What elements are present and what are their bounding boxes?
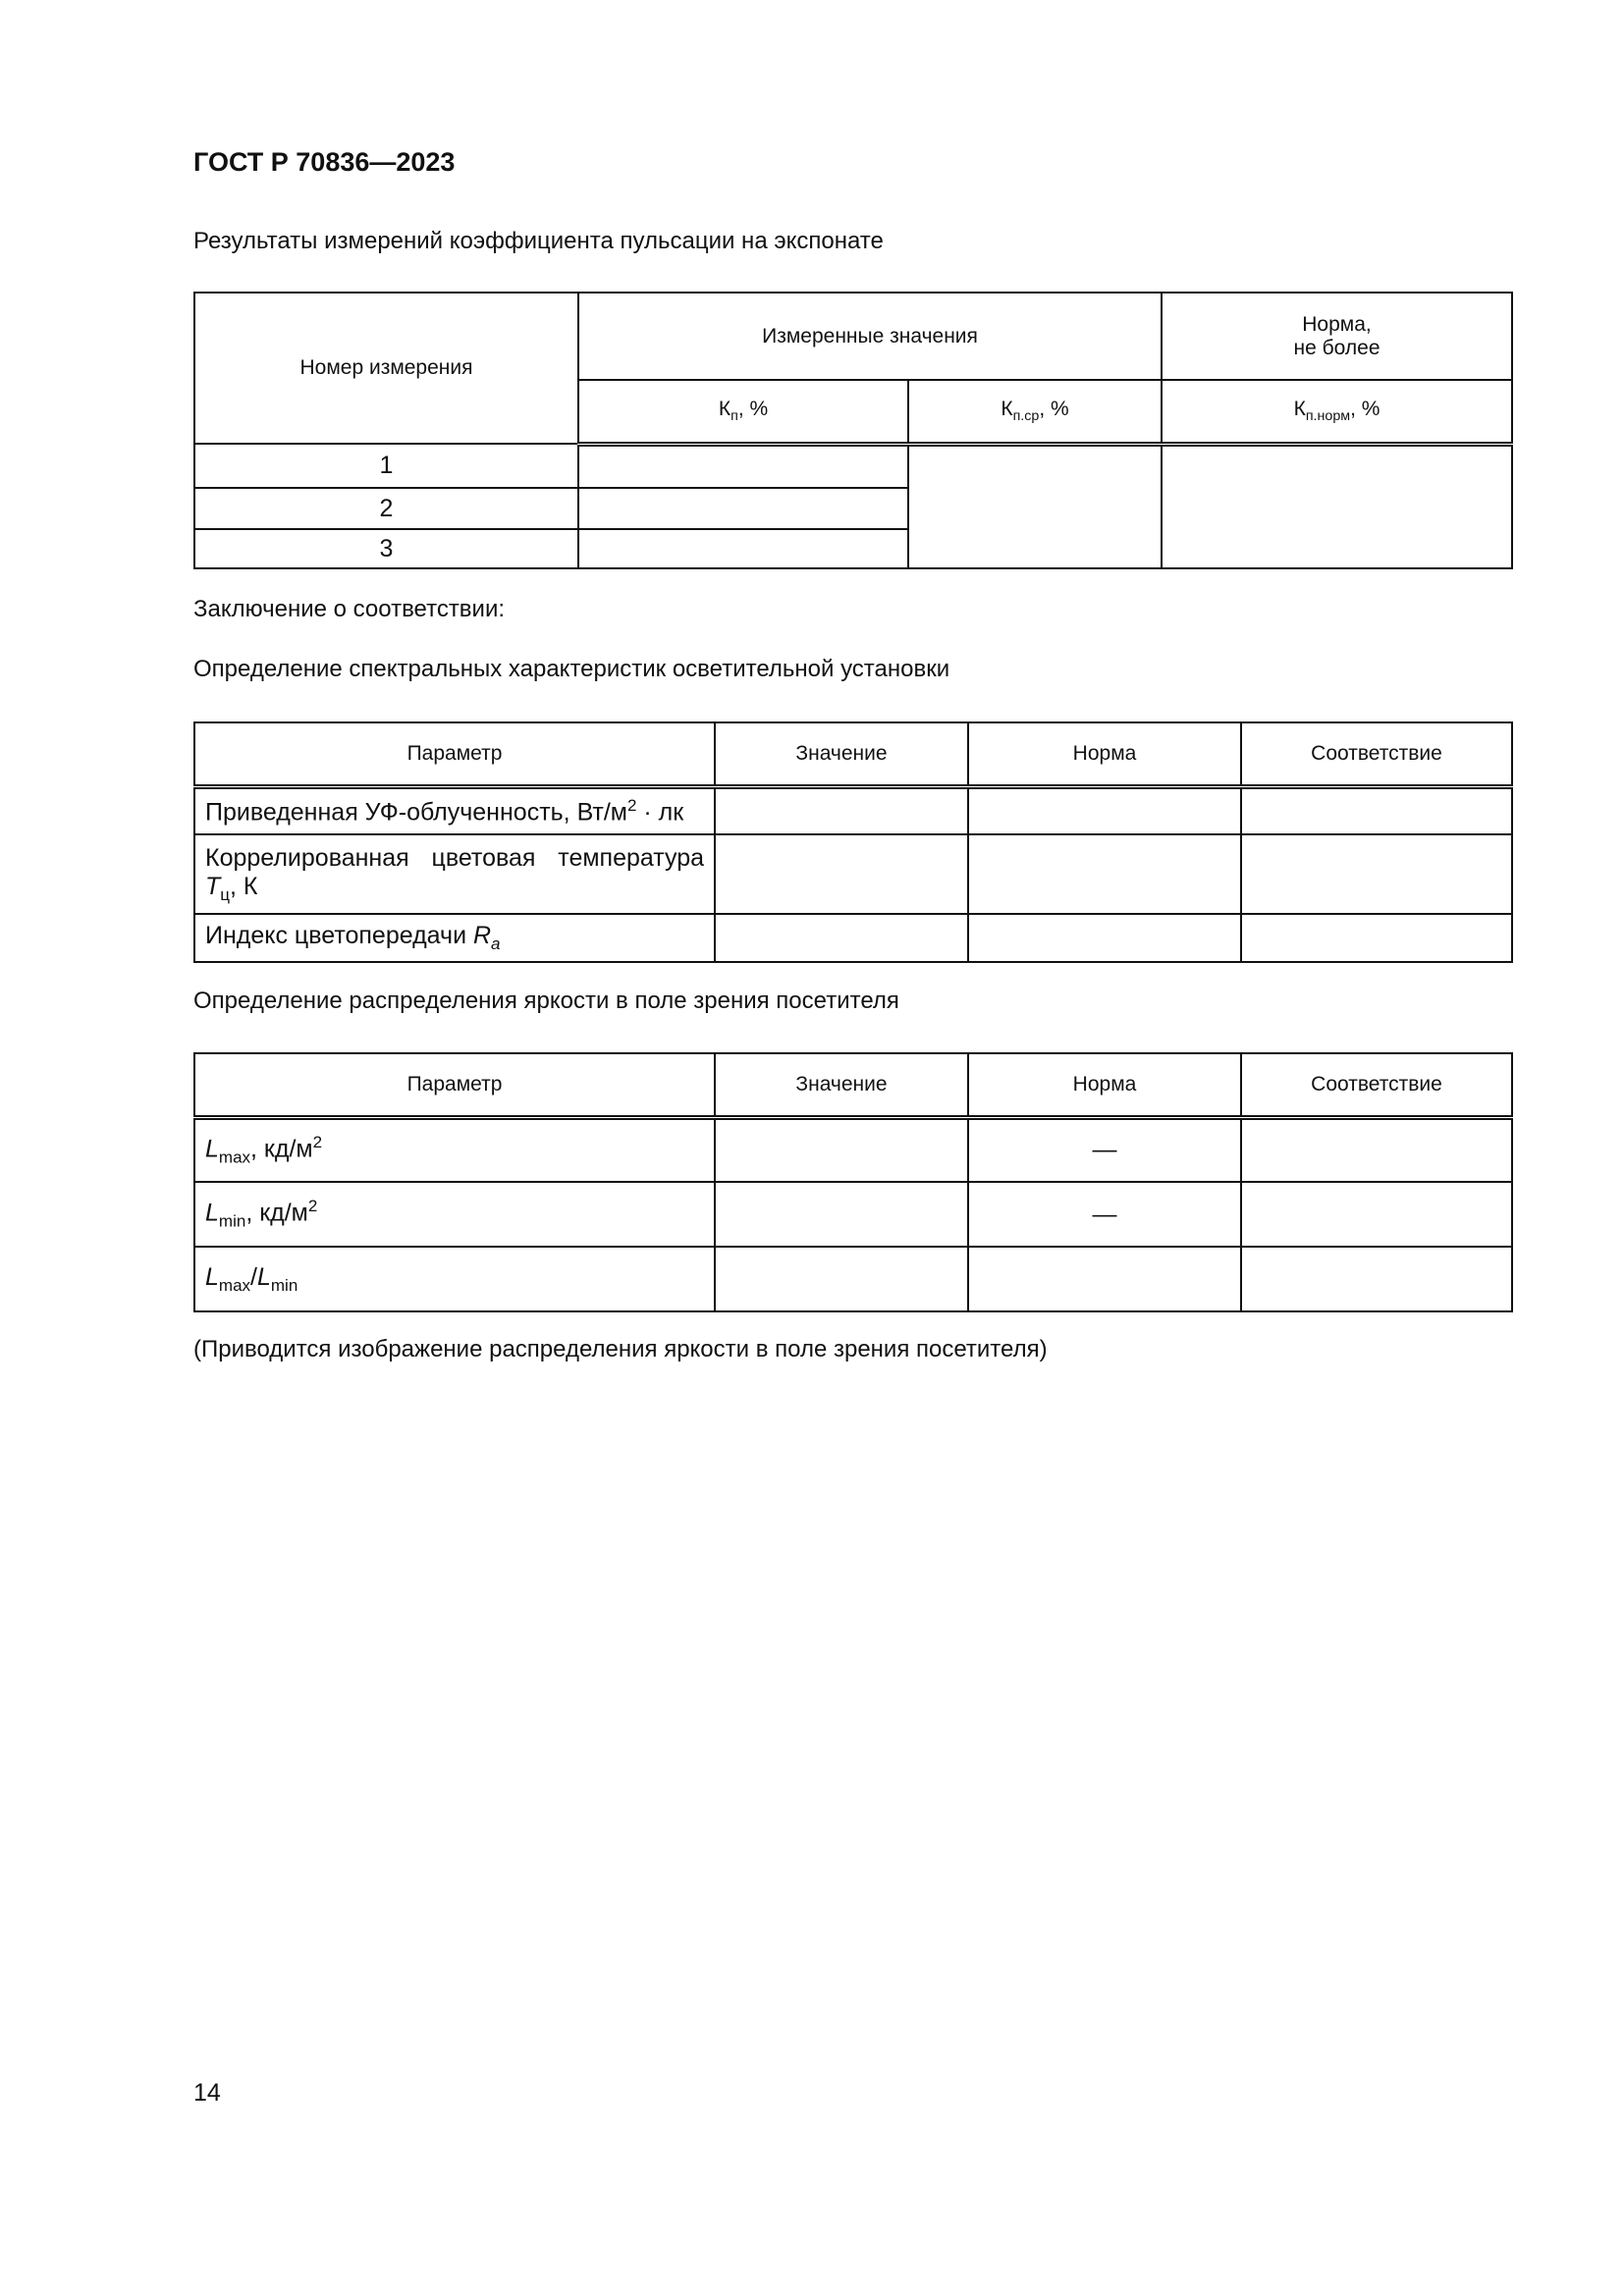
col-measurement-number: Номер измерения — [194, 293, 578, 444]
page-number: 14 — [193, 2079, 221, 2107]
luminance-table-caption: Определение распределения яркости в поле зрения посетителя — [193, 988, 899, 1014]
param-uv-irradiance: Приведенная УФ-облученность, $Вт/м^2$ · лк — [194, 786, 715, 834]
col-compliance: Соответствие — [1241, 1053, 1512, 1117]
luminance-image-note: (Приводится изображение распределения яркости в поле зрения посетителя) — [193, 1336, 1048, 1362]
kp-sr-value-cell — [908, 444, 1162, 568]
spectral-table-caption: Определение спектральных характеристик осветительной установки — [193, 656, 950, 682]
value-cell — [715, 1117, 968, 1182]
col-kp: $К_п$, % — [578, 380, 908, 444]
col-parameter: Параметр — [194, 1053, 715, 1117]
norm-dash: — — [968, 1117, 1241, 1182]
norm-cell — [968, 834, 1241, 914]
col-norm: Норма — [968, 1053, 1241, 1117]
luminance-table — [193, 1052, 1513, 1312]
compliance-cell — [1241, 1247, 1512, 1311]
col-kp-norm: $К_{п.норм}$, % — [1162, 380, 1512, 444]
norm-cell — [968, 914, 1241, 962]
norm-cell — [968, 1247, 1241, 1311]
compliance-cell — [1241, 1182, 1512, 1247]
col-kp-sr: $К_{п.ср}$, % — [908, 380, 1162, 444]
compliance-cell — [1241, 786, 1512, 834]
col-measured-values: Измеренные значения — [578, 293, 1162, 380]
param-color-temperature: Коррелированная цветовая температура $T_ц$, К — [194, 834, 715, 914]
col-norm: Норма — [968, 722, 1241, 786]
value-cell — [715, 786, 968, 834]
kp-value-cell — [578, 488, 908, 529]
compliance-cell — [1241, 1117, 1512, 1182]
measurement-row-number: 3 — [194, 529, 578, 568]
value-cell — [715, 1182, 968, 1247]
conclusion-label: Заключение о соответствии: — [193, 596, 506, 622]
spectral-table — [193, 721, 1513, 963]
norm-cell — [968, 786, 1241, 834]
kp-value-cell — [578, 529, 908, 568]
pulsation-table — [193, 292, 1513, 569]
measurement-row-number: 2 — [194, 488, 578, 529]
col-norm — [1162, 293, 1512, 380]
kp-norm-value-cell — [1162, 444, 1512, 568]
norm-line2: не более — [1293, 336, 1380, 359]
param-lmax: $L_{max}$, $кд/м^2$ — [194, 1117, 715, 1182]
pulsation-table-caption: Результаты измерений коэффициента пульсации на экспонате — [193, 228, 884, 254]
param-lmin: $L_{min}$, $кд/м^2$ — [194, 1182, 715, 1247]
col-value: Значение — [715, 722, 968, 786]
value-cell — [715, 914, 968, 962]
value-cell — [715, 834, 968, 914]
param-color-rendering-index: Индекс цветопередачи $R_a$ — [194, 914, 715, 962]
compliance-cell — [1241, 834, 1512, 914]
param-lmax-lmin-ratio: $L_{max}/L_{min}$ — [194, 1247, 715, 1311]
document-id: ГОСТ Р 70836—2023 — [193, 147, 456, 177]
kp-value-cell — [578, 444, 908, 488]
value-cell — [715, 1247, 968, 1311]
measurement-row-number: 1 — [194, 444, 578, 488]
norm-dash: — — [968, 1182, 1241, 1247]
compliance-cell — [1241, 914, 1512, 962]
col-parameter: Параметр — [194, 722, 715, 786]
col-compliance: Соответствие — [1241, 722, 1512, 786]
col-value: Значение — [715, 1053, 968, 1117]
norm-line1: Норма, — [1302, 312, 1372, 336]
